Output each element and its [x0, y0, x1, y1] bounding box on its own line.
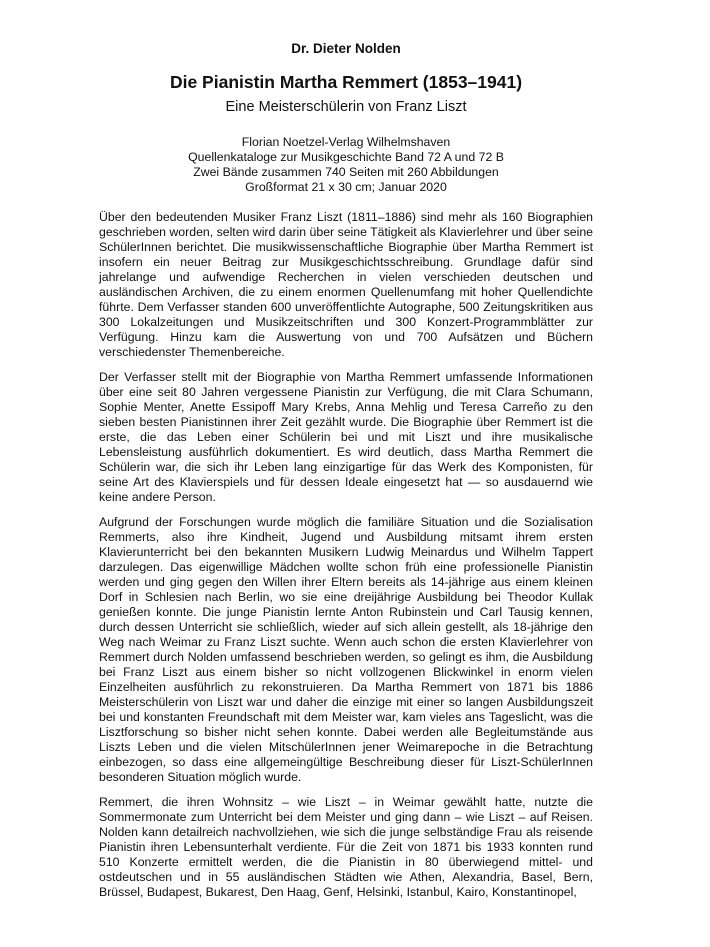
- body-text: [99, 210, 593, 910]
- author-name: Dr. Dieter Nolden: [291, 41, 401, 56]
- book-subtitle: Eine Meisterschülerin von Franz Liszt: [225, 99, 467, 115]
- publisher-line: Florian Noetzel-Verlag Wilhelmshaven: [241, 135, 451, 149]
- paragraph: Aufgrund der Forschungen wurde möglich die familiäre Situation und die Sozialisation Remmerts, also ihre Kindheit, Jugend und Ausbildung mitsamt ihrem ersten Klavierunterricht bei den bekannten Musikern Ludwig Meinardus und Wilhelm Tappert darzulegen. Das eigenwillige Mädchen wollte schon früh eine professionelle Pianistin werden und ging gegen den Willen ihrer Eltern bereits als 14-jährige aus einem kleinen Dorf in Schlesien nach Berlin, wo sie eine dreijährige Ausbildung bei Theodor Kullak genießen konnte. Die junge Pianistin lernte Anton Rubinstein und Carl Tausig kennen, durch dessen Unterricht sie schließlich, wieder auf sich allein gestellt, als 18-jährige den Weg nach Weimar zu Franz Liszt suchte. Wenn auch schon die ersten Klavierlehrer von Remmert durch Nolden umfassend beschrieben werden, so gelingt es ihm, die Ausbildung bei Franz Liszt aus einem bisher so nicht vollzogenen Blickwinkel in enorm vielen Einzelheiten ausführlich zu rekonstruieren. Da Martha Remmert von 1871 bis 1886 Meisterschülerin von Liszt war und daher die einzige mit einer so langen Ausbildungszeit bei und konstanten Freundschaft mit dem Meister war, kam vieles ans Tageslicht, was die Lisztforschung so bisher nicht sehen konnte. Dabei werden alle Begleitumstände aus Liszts Leben und die vielen MitschülerInnen jener Weimarepoche in die Betrachtung einbezogen, so dass eine allgemeingültige Beschreibung dieser für Liszt-SchülerInnen besonderen Situation möglich wurde.: [99, 515, 593, 784]
- paragraph: Über den bedeutenden Musiker Franz Liszt (1811–1886) sind mehr als 160 Biographien geschrieben worden, selten wird darin über seine Tätigkeit als Klavierlehrer und über seine SchülerInnen berichtet. Die musikwissenschaftliche Biographie über Martha Remmert ist insofern ein neuer Beitrag zur Musikgeschichtsschreibung. Grundlage dafür sind jahrelange und aufwendige Recherchen in vielen verschieden deutschen und ausländischen Archiven, die zu einem enormen Quellenumfang mit hoher Quellendichte führte. Dem Verfasser standen 600 unveröffentlichte Autographe, 500 Zeitungskritiken aus 300 Lokalzeitungen und Musikzeitschriften und 300 Konzert-Programmblätter zur Verfügung. Hinzu kam die Auswertung von und 700 Aufsätzen und Büchern verschiedenster Themenbereiche.: [99, 210, 593, 359]
- paragraph: Remmert, die ihren Wohnsitz – wie Liszt – in Weimar gewählt hatte, nutzte die Sommermonate zum Unterricht bei dem Meister und ging dann – wie Liszt – auf Reisen. Nolden kann detailreich nachvollziehen, wie sich die junge selbständige Frau als reisende Pianistin ihren Lebensunterhalt verdiente. Für die Zeit von 1871 bis 1933 konnten rund 510 Konzerte ermittelt werden, die die Pianistin in 80 überwiegend mittel- und ostdeutschen und in 55 ausländischen Städten wie Athen, Alexandria, Basel, Bern, Brüssel, Budapest, Bukarest, Den Haag, Genf, Helsinki, Istanbul, Kairo, Konstantinopel,: [99, 795, 593, 899]
- volumes-line: Zwei Bände zusammen 740 Seiten mit 260 Abbildungen: [193, 165, 499, 179]
- publication-info: [99, 135, 593, 195]
- format-date-line: Großformat 21 x 30 cm; Januar 2020: [245, 180, 447, 194]
- paragraph: Der Verfasser stellt mit der Biographie von Martha Remmert umfassende Informationen über eine seit 80 Jahren vergessene Pianistin zur Verfügung, die mit Clara Schumann, Sophie Menter, Anette Essipoff Mary Krebs, Anna Mehlig und Teresa Carreño zu den sieben besten Pianistinnen ihrer Zeit gezählt wurde. Die Biographie über Remmert ist die erste, die das Leben einer Schülerin bei und mit Liszt und ihre musikalische Lebensleistung ausführlich dokumentiert. Es wird deutlich, dass Martha Remmert die Schülerin war, die sich ihr Leben lang einzigartige für das Werk des Komponisten, für seine Art des Klavierspiels und für dessen Ideale eingesetzt hat — so ausdauernd wie keine andere Person.: [99, 370, 593, 504]
- series-line: Quellenkataloge zur Musikgeschichte Band 72 A und 72 B: [188, 150, 504, 164]
- book-title: Die Pianistin Martha Remmert (1853–1941): [169, 72, 523, 92]
